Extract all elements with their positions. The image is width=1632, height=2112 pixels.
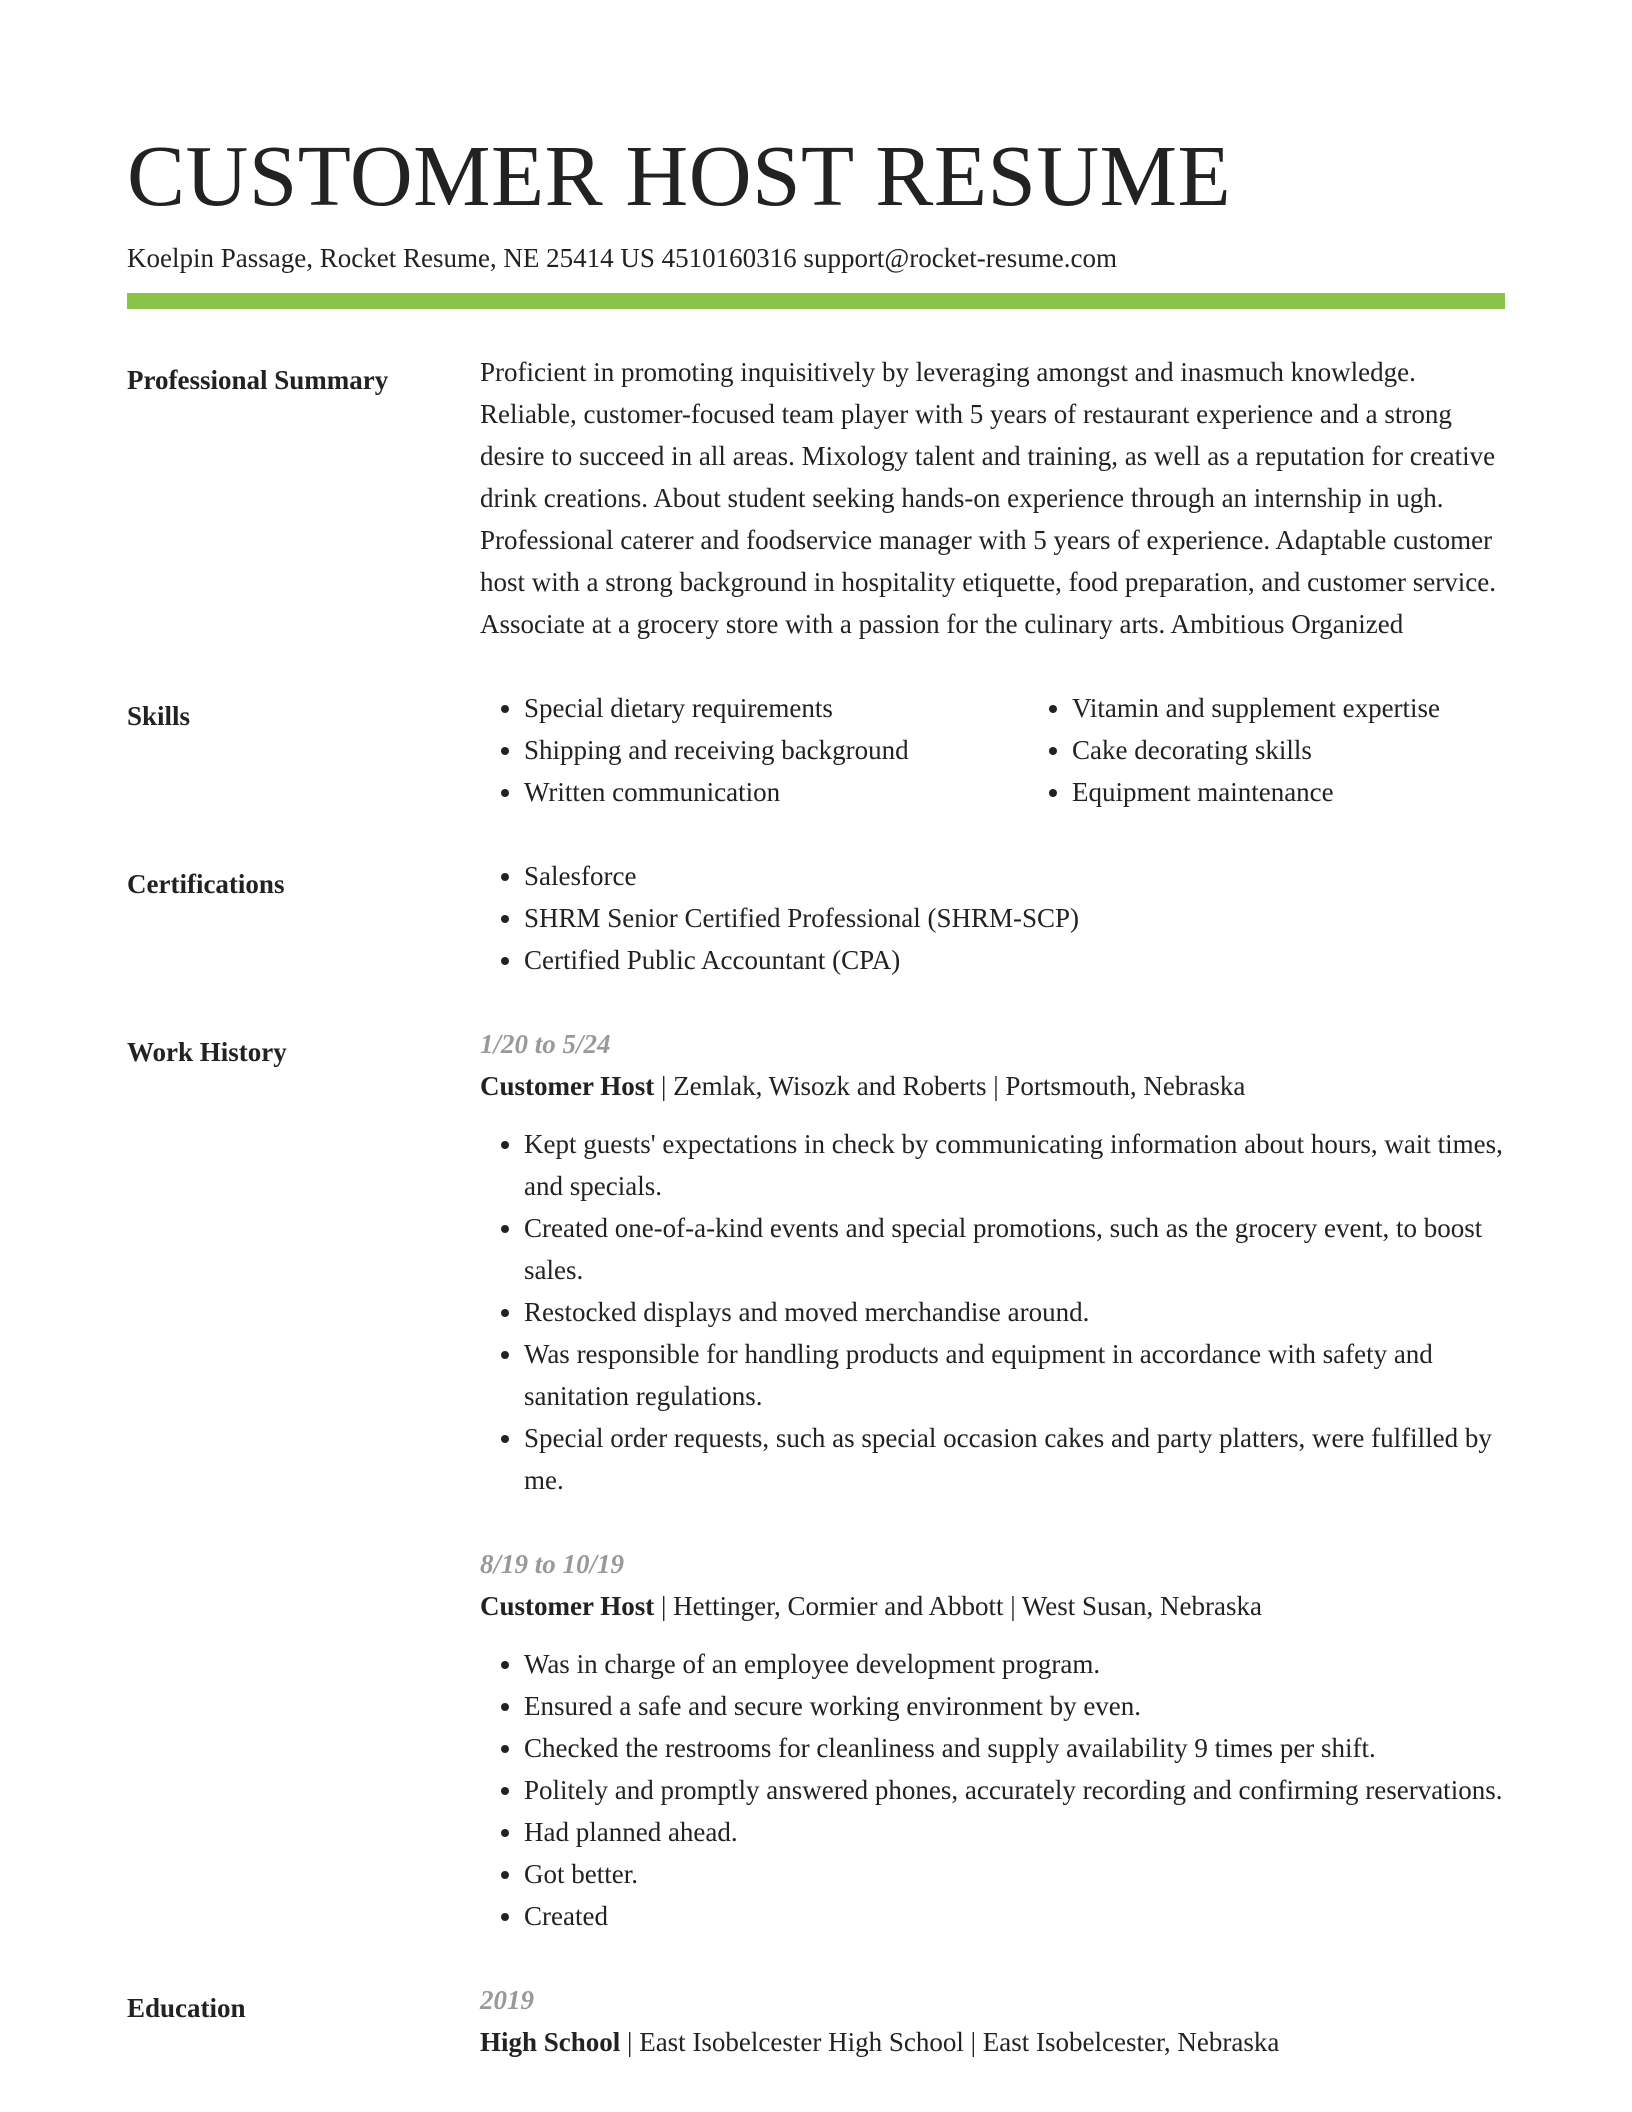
job-entry	[480, 1023, 1505, 1501]
skill-item: • Equipment maintenance	[1072, 771, 1440, 813]
education-dates: 2019	[480, 1985, 534, 2016]
skills-column-2	[1028, 687, 1440, 813]
skill-item: • Written communication	[524, 771, 1028, 813]
job-bullet: • Special order requests, such as special occasion cakes and party platters, were fulfilled by me.	[524, 1417, 1505, 1501]
job-bullet: • Created	[524, 1895, 1505, 1937]
section-label-work-history: Work History	[127, 1037, 287, 1068]
contact-line: Koelpin Passage, Rocket Resume, NE 25414 US 4510160316 support@rocket-resume.com	[127, 243, 1117, 273]
summary-section	[127, 359, 1505, 645]
skills-grid	[480, 687, 1505, 813]
section-label-education: Education	[127, 1993, 246, 2024]
job-bullet: • Was in charge of an employee development program.	[524, 1643, 1505, 1685]
skills-section	[127, 695, 1505, 813]
skill-item: • Special dietary requirements	[524, 687, 1028, 729]
accent-divider	[127, 293, 1505, 309]
job-bullet: • Got better.	[524, 1853, 1505, 1895]
job-employer-location: | Zemlak, Wisozk and Roberts | Portsmouth, Nebraska	[654, 1071, 1246, 1102]
section-label-certifications: Certifications	[127, 869, 285, 900]
section-label-skills: Skills	[127, 701, 191, 732]
job-dates: 1/20 to 5/24	[480, 1029, 611, 1060]
education-title: High School	[480, 2027, 621, 2058]
job-heading	[480, 1065, 1505, 1107]
certification-item: • SHRM Senior Certified Professional (SHRM-SCP)	[524, 897, 1505, 939]
skill-item: • Shipping and receiving background	[524, 729, 1028, 771]
job-bullet: • Politely and promptly answered phones, accurately recording and confirming reservations.	[524, 1769, 1505, 1811]
skill-item: • Cake decorating skills	[1072, 729, 1440, 771]
job-employer-location: | Hettinger, Cormier and Abbott | West Susan, Nebraska	[654, 1591, 1262, 1622]
education-entry	[480, 1979, 1505, 2063]
education-school-location: | East Isobelcester High School | East Isobelcester, Nebraska	[620, 2027, 1280, 2058]
summary-content	[480, 359, 1505, 645]
job-bullet: • Kept guests' expectations in check by communicating information about hours, wait times, and specials.	[524, 1123, 1505, 1207]
skills-content	[480, 695, 1505, 813]
certifications-list	[480, 855, 1505, 981]
job-bullet: • Checked the restrooms for cleanliness and supply availability 9 times per shift.	[524, 1727, 1505, 1769]
skills-column-1	[480, 687, 1028, 813]
certification-item: • Salesforce	[524, 855, 1505, 897]
job-title: Customer Host	[480, 1071, 655, 1102]
work-history-section	[127, 1031, 1505, 1937]
job-bullets	[480, 1123, 1505, 1501]
certifications-content	[480, 863, 1505, 981]
job-bullet: • Was responsible for handling products and equipment in accordance with safety and sanitation regulations.	[524, 1333, 1505, 1417]
work-history-content	[480, 1031, 1505, 1937]
job-bullet: • Restocked displays and moved merchandise around.	[524, 1291, 1505, 1333]
skill-item: • Vitamin and supplement expertise	[1072, 687, 1440, 729]
education-content	[480, 1987, 1505, 2063]
job-bullet: • Created one-of-a-kind events and special promotions, such as the grocery event, to boost sales.	[524, 1207, 1505, 1291]
certifications-section	[127, 863, 1505, 981]
education-section	[127, 1987, 1505, 2063]
summary-text: Proficient in promoting inquisitively by leveraging amongst and inasmuch knowledge. Reliable, customer-focused team player with 5 years of restaurant experience and a strong desire to succeed in all areas. Mixology talent and training, as well as a reputation for creative drink creations. About student seeking hands-on experience through an internship in ugh. Professional caterer and foodservice manager with 5 years of experience. Adaptable customer host with a strong background in hospitality etiquette, food preparation, and customer service. Associate at a grocery store with a passion for the culinary arts. Ambitious Organized	[480, 357, 1496, 640]
job-dates: 8/19 to 10/19	[480, 1549, 625, 1580]
education-heading	[480, 2021, 1505, 2063]
job-title: Customer Host	[480, 1591, 655, 1622]
job-bullets	[480, 1643, 1505, 1937]
certification-item: • Certified Public Accountant (CPA)	[524, 939, 1505, 981]
job-bullet: • Ensured a safe and secure working environment by even.	[524, 1685, 1505, 1727]
job-heading	[480, 1585, 1505, 1627]
job-bullet: • Had planned ahead.	[524, 1811, 1505, 1853]
section-label-summary: Professional Summary	[127, 365, 389, 396]
job-entry	[480, 1543, 1505, 1937]
resume-title: CUSTOMER HOST RESUME	[127, 127, 1232, 224]
